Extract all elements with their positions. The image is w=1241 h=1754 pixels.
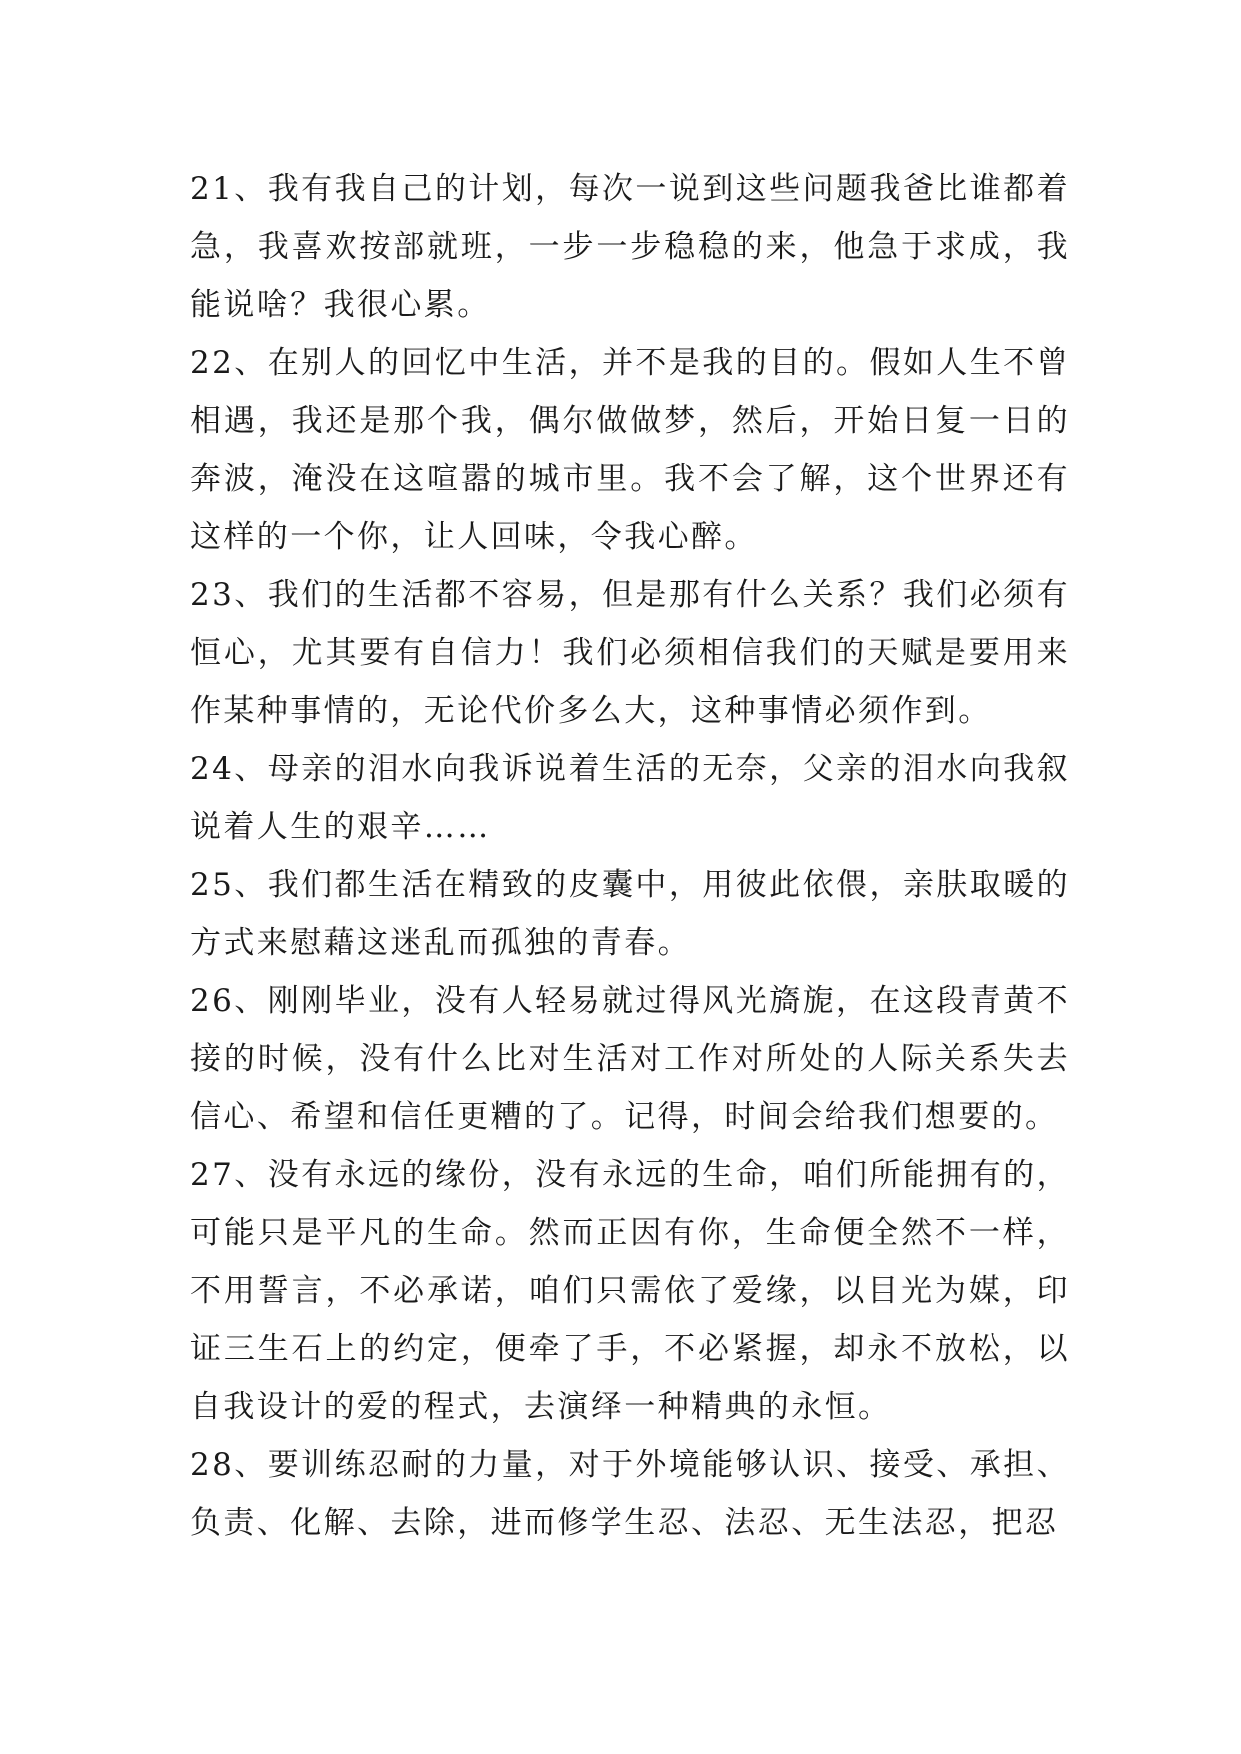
paragraph-28: 28、要训练忍耐的力量，对于外境能够认识、接受、承担、负责、化解、去除，进而修学生忍、法忍、无生法忍，把忍: [190, 1447, 1070, 1541]
document-body: [190, 160, 1070, 1552]
paragraph-22: 22、在别人的回忆中生活，并不是我的目的。假如人生不曾相遇，我还是那个我，偶尔做做梦，然后，开始日复一日的奔波，淹没在这喧嚣的城市里。我不会了解，这个世界还有这样的一个你，让人回味，令我心醉。: [190, 345, 1070, 555]
paragraph-23: 23、我们的生活都不容易，但是那有什么关系？我们必须有恒心，尤其要有自信力！我们必须相信我们的天赋是要用来作某种事情的，无论代价多么大，这种事情必须作到。: [190, 577, 1070, 729]
paragraph-27: 27、没有永远的缘份，没有永远的生命，咱们所能拥有的，可能只是平凡的生命。然而正因有你，生命便全然不一样，不用誓言，不必承诺，咱们只需依了爱缘，以目光为媒，印证三生石上的约定，便牵了手，不必紧握，却永不放松，以自我设计的爱的程式，去演绎一种精典的永恒。: [190, 1157, 1070, 1425]
paragraph-21: 21、我有我自己的计划，每次一说到这些问题我爸比谁都着急，我喜欢按部就班，一步一步稳稳的来，他急于求成，我能说啥？我很心累。: [190, 171, 1070, 323]
paragraph-26: 26、刚刚毕业，没有人轻易就过得风光旖旎，在这段青黄不接的时候，没有什么比对生活对工作对所处的人际关系失去信心、希望和信任更糟的了。记得，时间会给我们想要的。: [190, 983, 1070, 1135]
paragraph-24: 24、母亲的泪水向我诉说着生活的无奈，父亲的泪水向我叙说着人生的艰辛……: [190, 751, 1070, 845]
paragraph-25: 25、我们都生活在精致的皮囊中，用彼此依偎，亲肤取暖的方式来慰藉这迷乱而孤独的青春。: [190, 867, 1070, 961]
